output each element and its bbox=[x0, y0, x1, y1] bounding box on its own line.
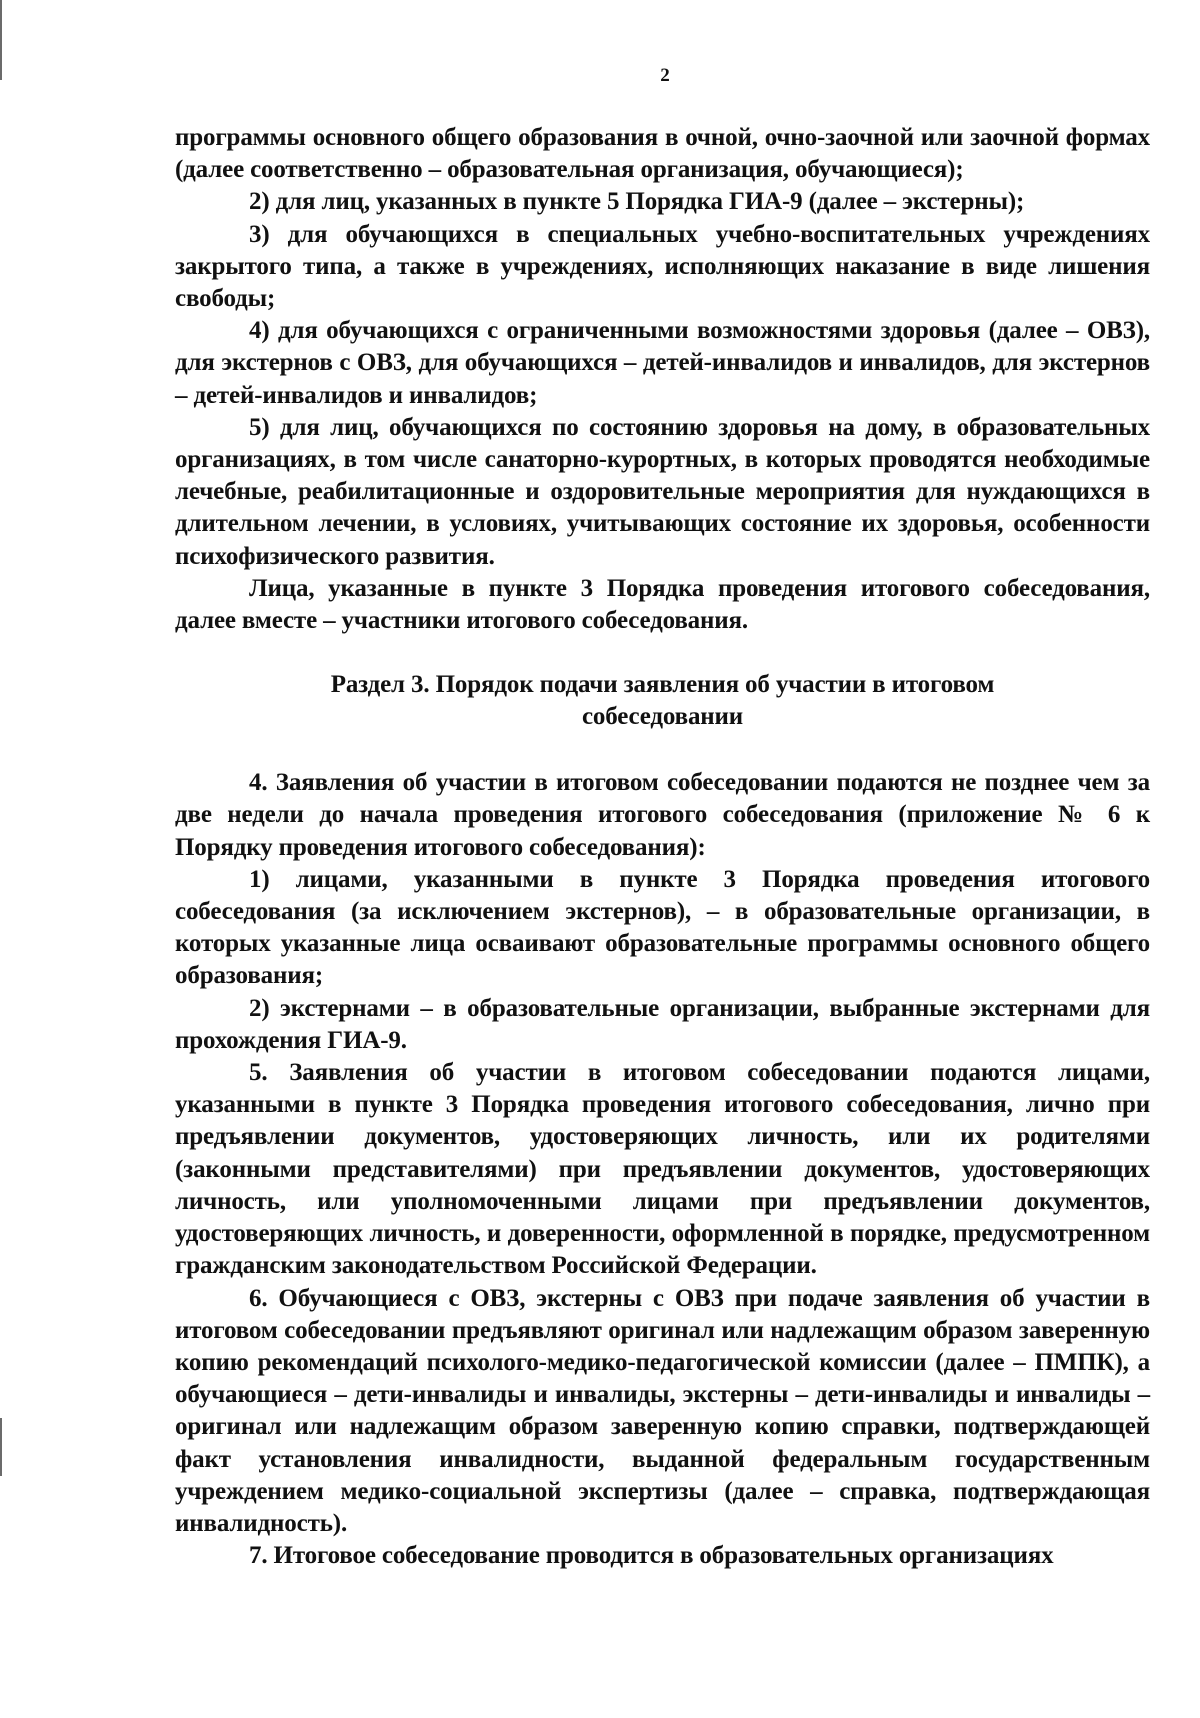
paragraph: Лица, указанные в пункте 3 Порядка проведения итогового собеседования, далее вместе – участники итогового собеседования. bbox=[175, 574, 1150, 635]
paragraph: 6. Обучающиеся с ОВЗ, экстерны с ОВЗ при подаче заявления об участии в итоговом собеседовании предъявляют оригинал или надлежащим образом заверенную копию рекомендаций психолого-медико-педагогической комиссии (далее – ПМПК), а обучающиеся – дети-инвалиды и инвалиды, экстерны – дети-инвалиды и инвалиды – оригинал или надлежащим образом заверенную копию справки, подтверждающей факт установления инвалидности, выданной федеральным государственным учреждением медико-социальной экспертизы (далее – справка, подтверждающая инвалидность). bbox=[175, 1284, 1150, 1537]
paragraph: 2) экстернами – в образовательные организации, выбранные экстернами для прохождения ГИА-9. bbox=[175, 994, 1150, 1054]
scan-edge-line bbox=[0, 1418, 2, 1476]
paragraphs-after-section bbox=[175, 767, 1150, 1572]
paragraph: 2) для лиц, указанных в пункте 5 Порядка ГИА-9 (далее – экстерны); bbox=[249, 188, 1025, 216]
paragraph: программы основного общего образования в очной, очно-заочной или заочной формах (далее соответственно – образовательная организация, обучающиеся); bbox=[175, 124, 1150, 184]
section-heading-line-2: собеседовании bbox=[581, 703, 744, 731]
document-body bbox=[175, 122, 1150, 1572]
paragraph: 3) для обучающихся в специальных учебно-воспитательных учреждениях закрытого типа, а также в учреждениях, исполняющих наказание в виде лишения свободы; bbox=[175, 220, 1150, 313]
paragraph: 5) для лиц, обучающихся по состоянию здоровья на дому, в образовательных организациях, в том числе санаторно-курортных, в которых проводятся необходимые лечебные, реабилитационные и оздоровительные мероприятия для нуждающихся в длительном лечении, в условиях, учитывающих состояние их здоровья, особенности психофизического развития. bbox=[175, 413, 1150, 570]
paragraph: 7. Итоговое собеседование проводится в образовательных организациях bbox=[249, 1542, 1054, 1570]
paragraph: 5. Заявления об участии в итоговом собеседовании подаются лицами, указанными в пункте 3 Порядка проведения итогового собеседования, лично при предъявлении документов, удостоверяющих личность, или их родителями (законными представителями) при предъявлении документов, удостоверяющих личность, или уполномоченными лицами при предъявлении документов, удостоверяющих личность, и доверенности, оформленной в порядке, предусмотренном гражданским законодательством Российской Федерации. bbox=[175, 1059, 1150, 1280]
section-heading bbox=[175, 669, 1150, 733]
page-number: 2 bbox=[660, 65, 670, 86]
paragraph: 4. Заявления об участии в итоговом собеседовании подаются не позднее чем за две недели до начала проведения итогового собеседования (приложение № 6 к Порядку проведения итогового собеседования): bbox=[175, 769, 1150, 861]
paragraph: 1) лицами, указанными в пункте 3 Порядка проведения итогового собеседования (за исключением экстернов), – в образовательные организации, в которых указанные лица осваивают образовательные программы основного общего образования; bbox=[175, 865, 1150, 990]
paragraph: 4) для обучающихся с ограниченными возможностями здоровья (далее – ОВЗ), для экстернов с ОВЗ, для обучающихся – детей-инвалидов и инвалидов, для экстернов – детей-инвалидов и инвалидов; bbox=[175, 317, 1150, 409]
paragraphs-before-section bbox=[175, 122, 1150, 637]
section-heading-line-1: Раздел 3. Порядок подачи заявления об участии в итоговом bbox=[330, 671, 995, 699]
